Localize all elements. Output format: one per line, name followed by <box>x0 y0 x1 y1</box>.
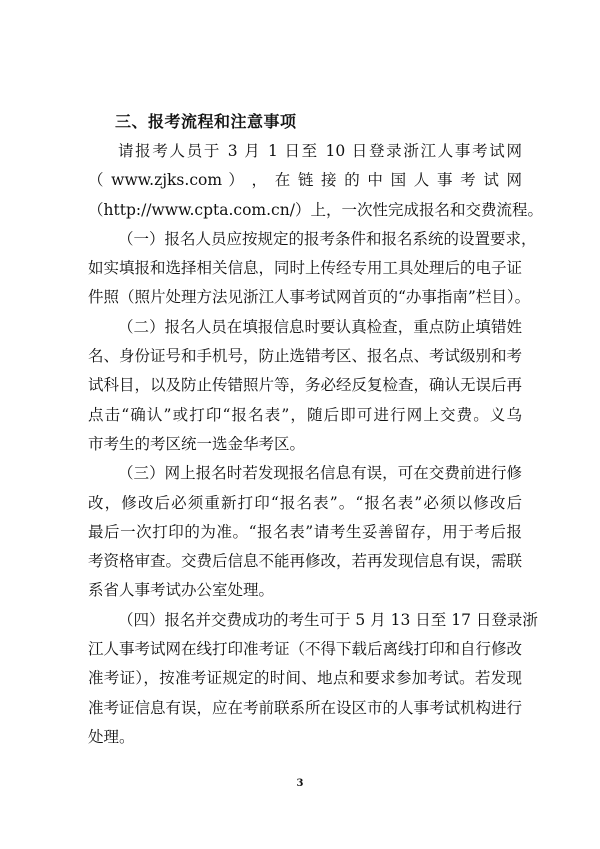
paragraph-item-1 <box>88 225 537 313</box>
paragraph-line: 改，修改后必须重新打印“报名表”。“报名表”必须以修改后 <box>88 493 522 512</box>
paragraph-line: 请报考人员于 3 月 1 日至 10 日登录浙江人事考试网 <box>118 142 522 160</box>
paragraph-line: 准考证），按准考证规定的时间、地点和要求参加考试。若发现 <box>88 669 522 688</box>
paragraph-line: （三）网上报名时若发现报名信息有误，可在交费前进行修 <box>118 464 522 483</box>
paragraph-item-2 <box>88 313 522 459</box>
paragraph-line: （ www.zjks.com ） ， 在 链 接 的 中 国 人 事 考 试 网 <box>88 171 522 190</box>
paragraph-item-4 <box>88 606 538 752</box>
paragraph-line: （一）报名人员应按规定的报考条件和报名系统的设置要求， <box>118 229 537 248</box>
paragraph-line: 准考证信息有误，应在考前联系所在设区市的人事考试机构进行 <box>88 698 523 717</box>
paragraph-line: 件照（照片处理方法见浙江人事考试网首页的“办事指南”栏目）。 <box>88 288 531 307</box>
paragraph-line: （二）报名人员在填报信息时要认真检查，重点防止填错姓 <box>118 317 522 336</box>
paragraph-line: 点击“确认”或打印“报名表”，随后即可进行网上交费。义乌 <box>88 405 522 424</box>
paragraph-line: 试科目，以及防止传错照片等，务必经反复检查，确认无误后再 <box>88 376 523 395</box>
paragraph-line: 市考生的考区统一选金华考区。 <box>88 434 306 453</box>
paragraph-item-3 <box>88 459 522 605</box>
page-number: 3 <box>296 778 304 789</box>
paragraph-line: 名、身份证号和手机号，防止选错考区、报名点、考试级别和考 <box>88 347 523 366</box>
paragraph-line: （四）报名并交费成功的考生可于 5 月 13 日至 17 日登录浙 <box>118 610 538 629</box>
paragraph-line: 江人事考试网在线打印准考证（不得下载后离线打印和自行修改 <box>88 640 523 659</box>
paragraph-line: 最后一次打印的为准。“报名表”请考生妥善留存，用于考后报 <box>88 522 522 541</box>
paragraph-line: 系省人事考试办公室处理。 <box>88 581 275 600</box>
paragraph-line: 如实填报和选择相关信息，同时上传经专用工具处理后的电子证 <box>88 259 523 278</box>
paragraph-line: （http://www.cpta.com.cn/）上，一次性完成报名和交费流程。 <box>88 200 543 219</box>
section-heading: 三、报考流程和注意事项 <box>115 112 297 131</box>
paragraph-registration-dates <box>88 137 543 225</box>
body-text <box>88 137 543 752</box>
paragraph-line: 处理。 <box>88 727 135 746</box>
paragraph-line: 考资格审查。交费后信息不能再修改，若再发现信息有误，需联 <box>88 552 523 571</box>
